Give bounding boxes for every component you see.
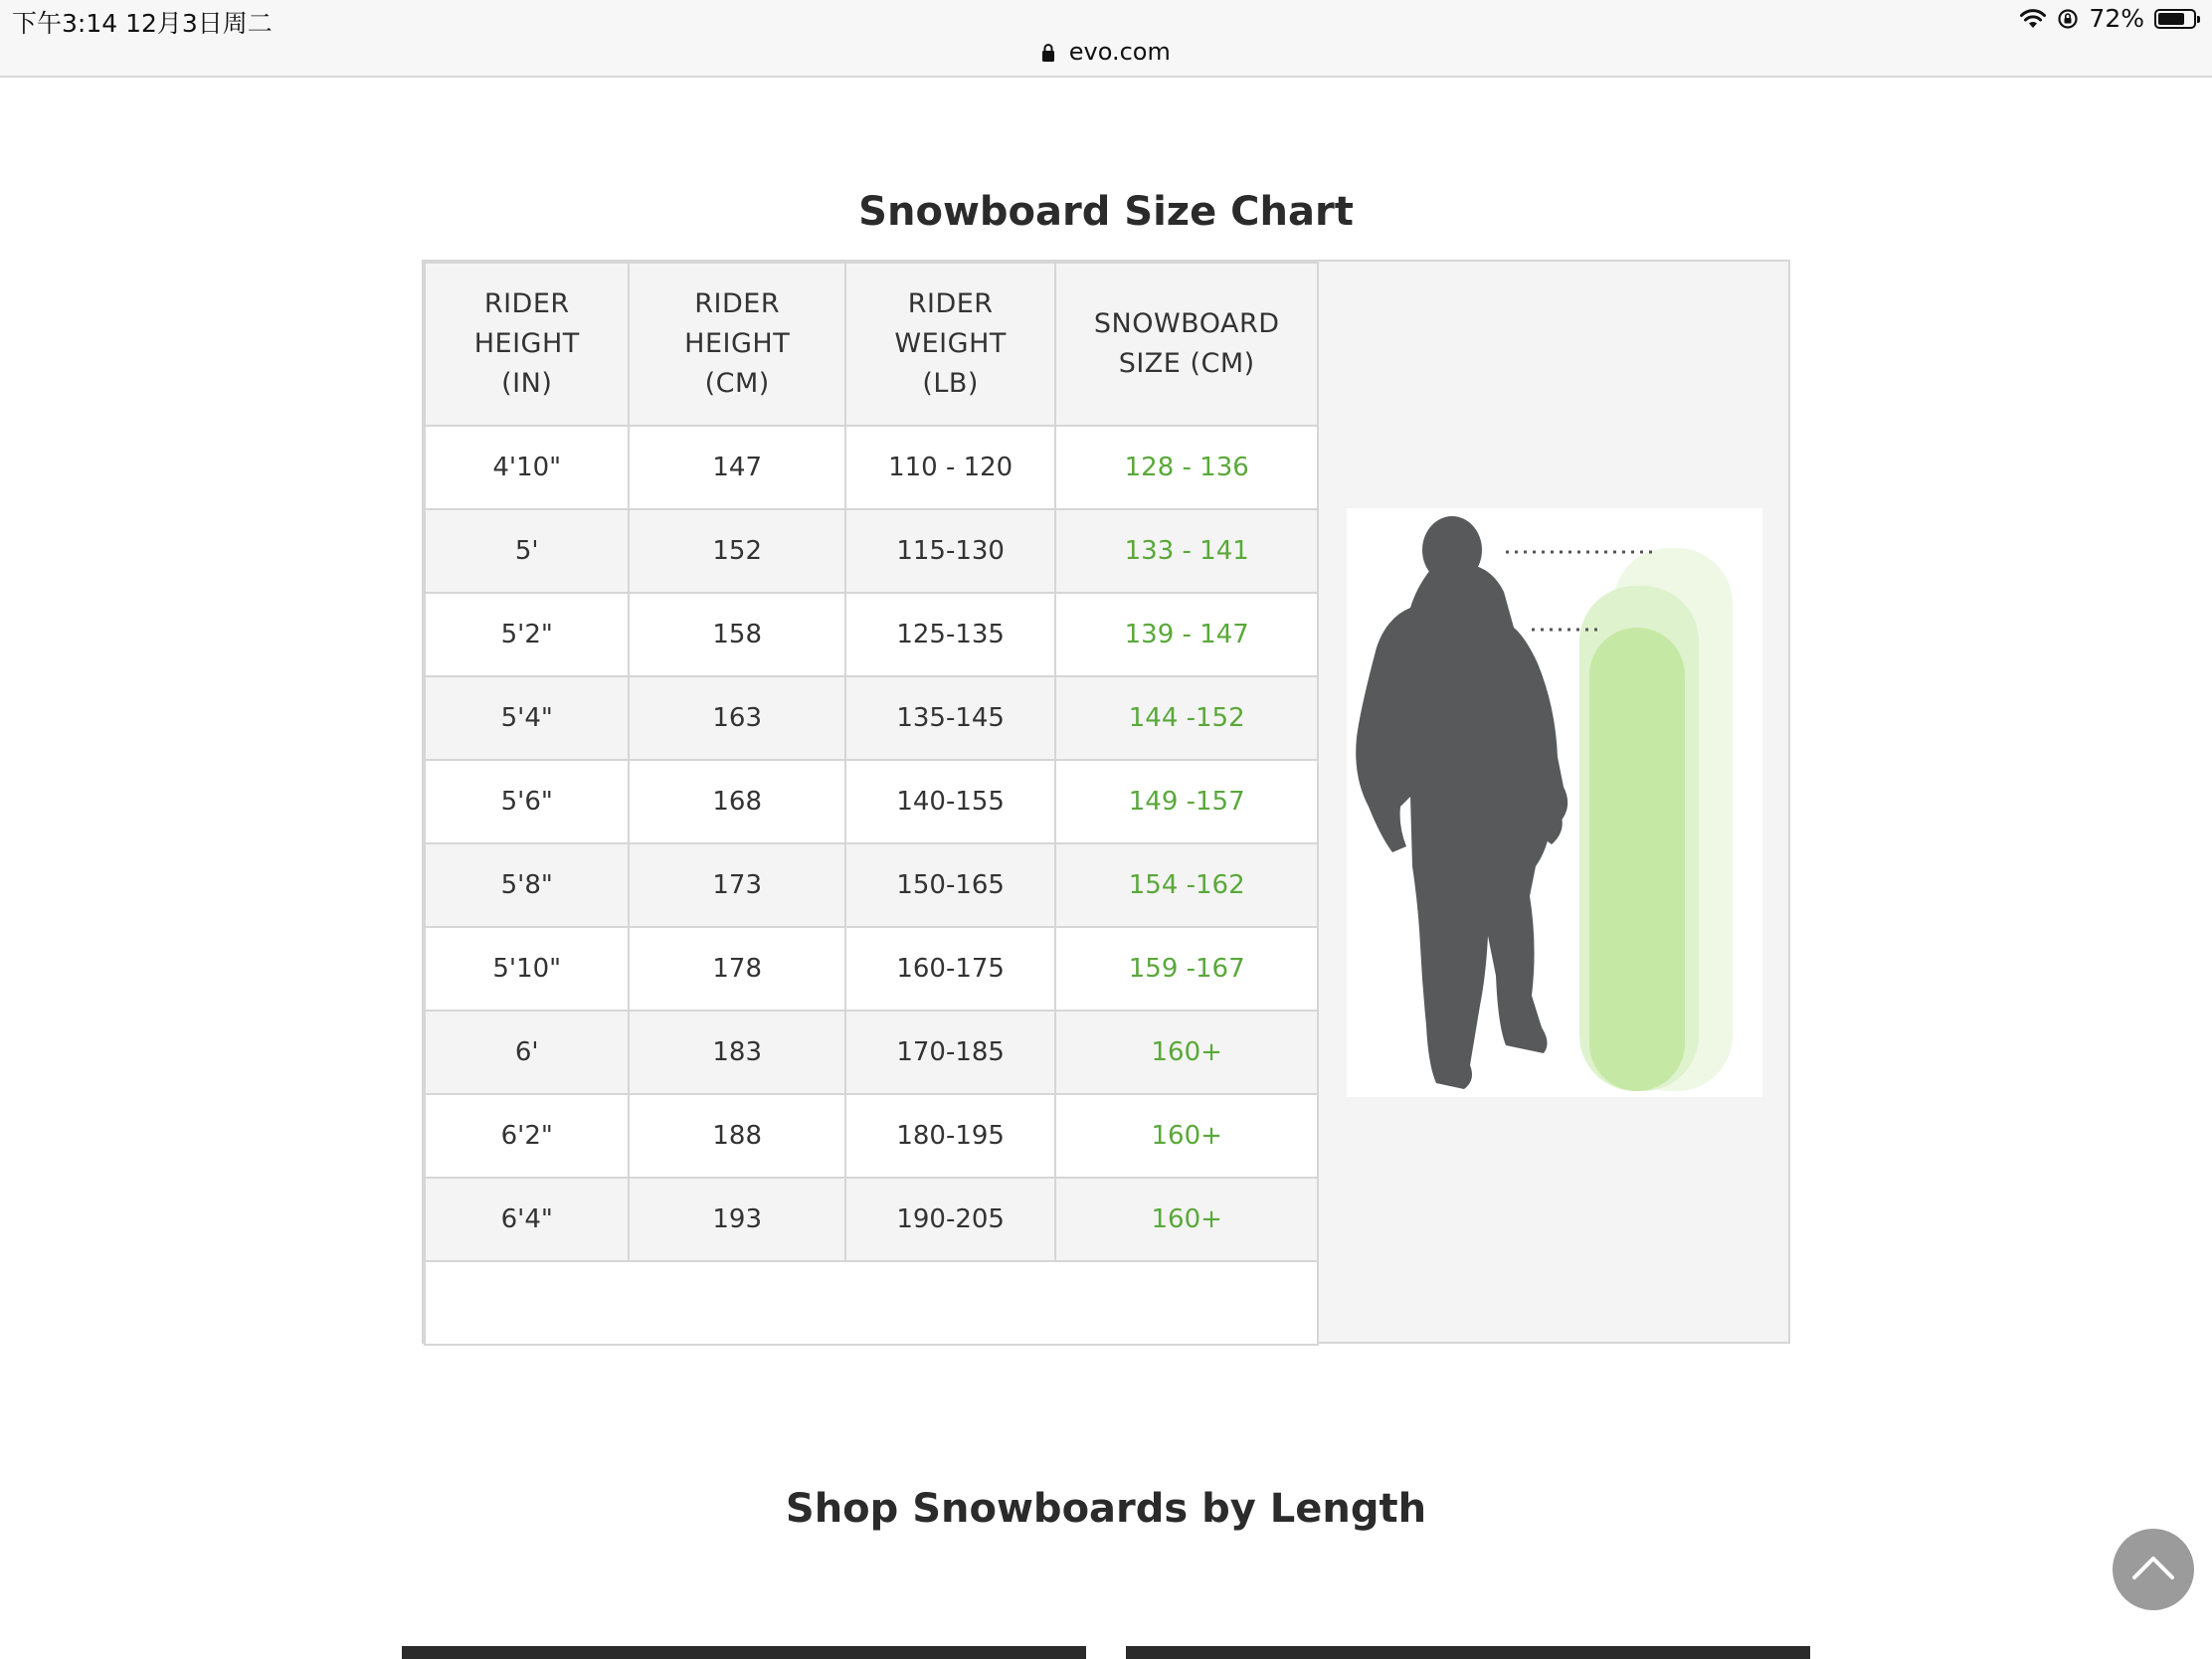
weight-lb-cell: 115-130 — [845, 509, 1055, 593]
rotation-lock-icon — [2057, 8, 2079, 30]
weight-lb-cell: 110 - 120 — [845, 426, 1055, 509]
header-rider-weight-lb: RIDER WEIGHT (LB) — [845, 263, 1055, 426]
size-chart-table — [424, 262, 1319, 1346]
table-row — [425, 509, 1318, 593]
table-row — [425, 426, 1318, 509]
height-in-cell: 5'10" — [425, 927, 629, 1011]
height-in-cell: 6' — [425, 1011, 629, 1094]
height-cm-cell: 178 — [629, 927, 844, 1011]
weight-lb-cell: 125-135 — [845, 593, 1055, 676]
table-row — [425, 1178, 1318, 1261]
table-row — [425, 1094, 1318, 1178]
weight-lb-cell: 160-175 — [845, 927, 1055, 1011]
board-size-cell: 149 -157 — [1055, 760, 1318, 843]
height-in-cell: 5' — [425, 509, 629, 593]
status-indicators — [2019, 4, 2196, 33]
board-size-cell: 160+ — [1055, 1178, 1318, 1261]
height-cm-cell: 173 — [629, 843, 844, 927]
table-row — [425, 593, 1318, 676]
table-row — [425, 676, 1318, 760]
weight-lb-cell: 150-165 — [845, 843, 1055, 927]
table-empty-row — [425, 1261, 1318, 1345]
header-rider-height-cm: RIDER HEIGHT (CM) — [629, 263, 844, 426]
board-size-cell: 160+ — [1055, 1094, 1318, 1178]
scroll-to-top-button[interactable] — [2113, 1529, 2194, 1610]
board-size-cell: 133 - 141 — [1055, 509, 1318, 593]
board-size-cell: 128 - 136 — [1055, 426, 1318, 509]
chevron-up-icon — [2131, 1555, 2175, 1584]
table-row — [425, 843, 1318, 927]
rider-with-snowboard-illustration — [1347, 508, 1762, 1097]
height-in-cell: 5'4" — [425, 676, 629, 760]
height-in-cell: 6'2" — [425, 1094, 629, 1178]
height-cm-cell: 158 — [629, 593, 844, 676]
board-size-cell: 139 - 147 — [1055, 593, 1318, 676]
shop-by-length-title: Shop Snowboards by Length — [785, 1486, 1427, 1532]
battery-percentage: 72% — [2089, 4, 2144, 33]
board-size-cell: 159 -167 — [1055, 927, 1318, 1011]
padlock-icon — [1041, 41, 1055, 69]
height-in-cell: 5'6" — [425, 760, 629, 843]
length-category-card[interactable] — [402, 1646, 1086, 1659]
height-cm-cell: 152 — [629, 509, 844, 593]
height-in-cell: 5'8" — [425, 843, 629, 927]
weight-lb-cell: 135-145 — [845, 676, 1055, 760]
height-in-cell: 5'2" — [425, 593, 629, 676]
height-cm-cell: 147 — [629, 426, 844, 509]
battery-icon — [2154, 9, 2196, 29]
snowboard-short-shape — [1589, 628, 1685, 1091]
height-in-cell: 4'10" — [425, 426, 629, 509]
height-cm-cell: 188 — [629, 1094, 844, 1178]
height-cm-cell: 168 — [629, 760, 844, 843]
status-time: 下午3:14 12月3日周二 — [12, 9, 273, 38]
board-size-cell: 160+ — [1055, 1011, 1318, 1094]
header-rider-height-in: RIDER HEIGHT (IN) — [425, 263, 629, 426]
rider-silhouette — [1356, 516, 1567, 1089]
height-in-cell: 6'4" — [425, 1178, 629, 1261]
height-cm-cell: 163 — [629, 676, 844, 760]
length-category-card[interactable] — [1126, 1646, 1810, 1659]
weight-lb-cell: 170-185 — [845, 1011, 1055, 1094]
height-cm-cell: 193 — [629, 1178, 844, 1261]
table-row — [425, 927, 1318, 1011]
weight-lb-cell: 180-195 — [845, 1094, 1055, 1178]
board-size-cell: 154 -162 — [1055, 843, 1318, 927]
url-text: evo.com — [1068, 38, 1171, 66]
table-row — [425, 760, 1318, 843]
table-header-row — [425, 263, 1318, 426]
board-size-cell: 144 -152 — [1055, 676, 1318, 760]
address-bar[interactable] — [0, 38, 2212, 69]
table-row — [425, 1011, 1318, 1094]
weight-lb-cell: 140-155 — [845, 760, 1055, 843]
size-chart-panel — [422, 260, 1790, 1344]
status-bar — [0, 0, 2212, 78]
empty-cell — [425, 1261, 1318, 1345]
size-chart-title: Snowboard Size Chart — [858, 189, 1354, 235]
header-snowboard-size-cm: SNOWBOARD SIZE (CM) — [1055, 263, 1318, 426]
wifi-icon — [2019, 8, 2047, 30]
weight-lb-cell: 190-205 — [845, 1178, 1055, 1261]
height-cm-cell: 183 — [629, 1011, 844, 1094]
